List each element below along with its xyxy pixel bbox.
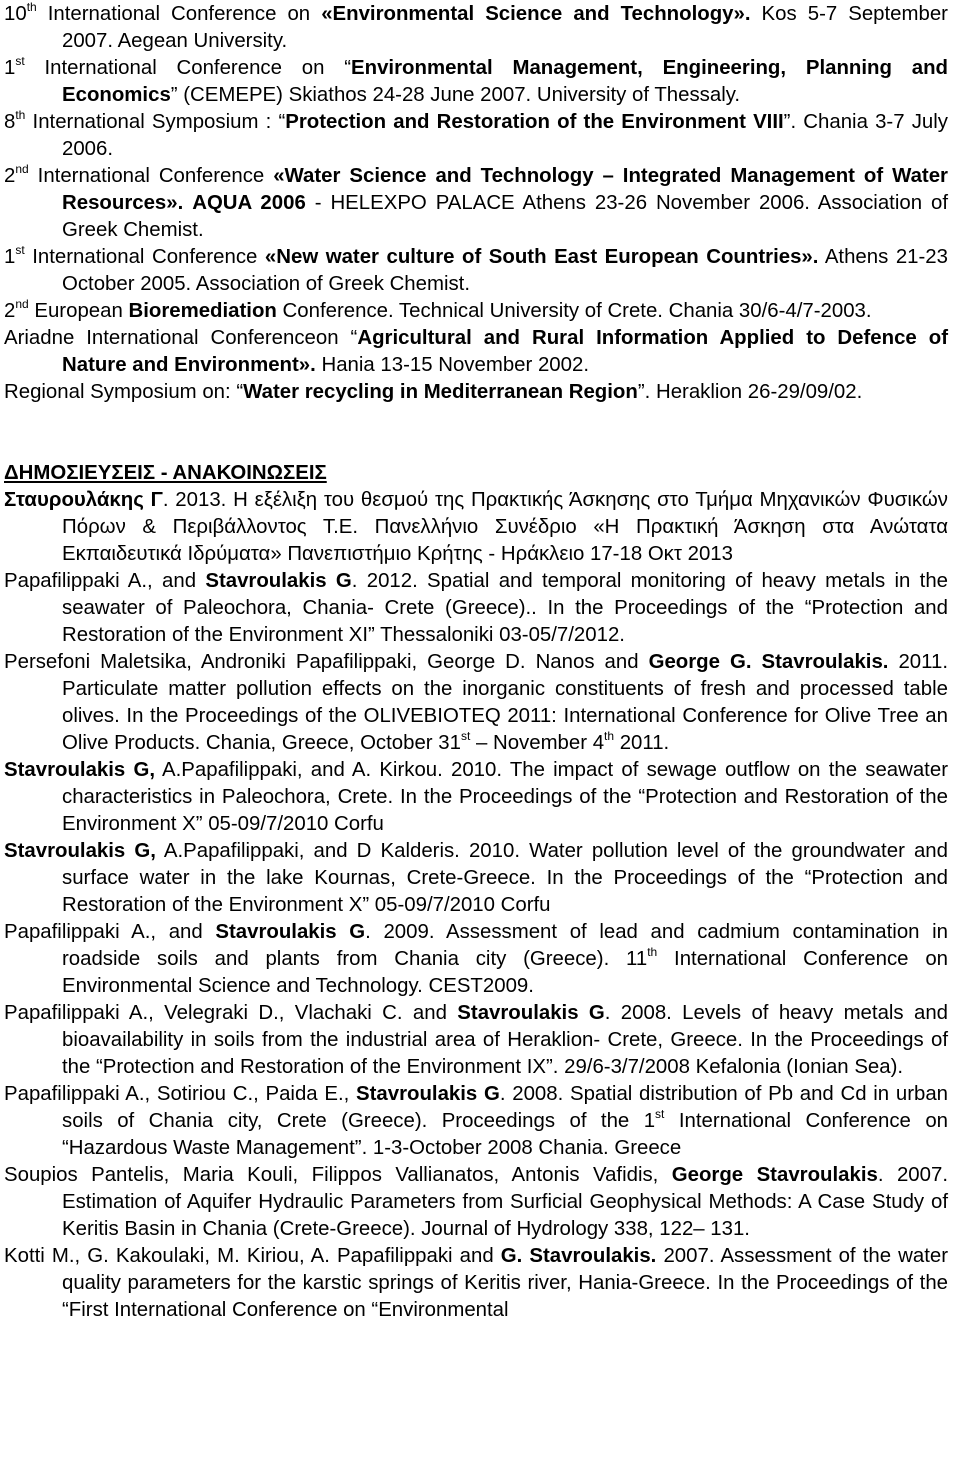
text-run: Regional Symposium on: “ [4, 381, 244, 403]
publications-section [4, 460, 948, 1324]
text-run: Conference. Technical University of Crete. Chania 30/6-4/7-2003. [276, 300, 872, 322]
text-run: . 2007. Estimation of Aquifer Hydraulic Parameters from Surficial Geophysical Methods: A Case Study of Keritis Basin in Chania (Crete-Greece). Journal of Hydrology 338, 122– 131. [62, 1164, 948, 1240]
publication-entry [4, 757, 948, 838]
text-run: European [28, 300, 129, 322]
superscript: st [655, 1107, 665, 1121]
text-run: 1 [4, 57, 16, 79]
text-run: Persefoni Maletsika, Androniki Papafilippaki, George D. Nanos and [4, 651, 649, 673]
bold-text: George Stavroulakis [671, 1164, 878, 1186]
text-run: 2 [4, 165, 16, 187]
bold-text: Protection and Restoration of the Environment VIII [285, 111, 784, 133]
text-run: . 2013. Η εξέλιξη του θεσμού της Πρακτικής Άσκησης στο Τμήμα Μηχανικών Φυσικών Πόρων & Περιβάλλοντος Τ.Ε. Πανελλήνιο Συνέδριο «Η Πρακτική Άσκηση στα Ανώτατα Εκπαιδευτικά Ιδρύματα» Πανεπιστήμιο Κρήτης - Ηράκλειο 17-18 Οκτ 2013 [62, 489, 948, 565]
conference-entry [4, 109, 948, 163]
publication-entry [4, 1000, 948, 1081]
bold-text: George G. Stavroulakis. [648, 651, 889, 673]
text-run [183, 192, 192, 214]
superscript: st [460, 729, 471, 743]
text-run: 2011. [614, 732, 670, 754]
text-run: 2007. Assessment of the water quality parameters for the karstic springs of Keritis river, Hania-Greece. In the Proceedings of the “First International Conference on “Environmental [62, 1245, 948, 1321]
publication-entry [4, 1081, 948, 1162]
superscript: st [15, 243, 25, 257]
bold-text: «New water culture of South East European Countries». [264, 246, 819, 268]
bold-text: Stavroulakis G [457, 1002, 605, 1024]
publication-entry [4, 1243, 948, 1324]
publication-entry [4, 1162, 948, 1243]
text-run: 8 [4, 111, 16, 133]
text-run: . 2009. Assessment of lead and cadmium contamination in roadside soils and plants from Chania city (Greece). 11 [62, 921, 949, 970]
text-run: Kotti M., G. Kakoulaki, M. Kiriou, A. Papafilippaki and [4, 1245, 501, 1267]
bold-text: G. Stavroulakis. [500, 1245, 657, 1267]
conference-entry [4, 163, 948, 244]
bold-text: Agricultural and Rural Information Applied to Defence of Nature and Environment». [62, 327, 948, 376]
publication-list [4, 487, 948, 1324]
bold-text: AQUA 2006 [192, 192, 306, 214]
text-run: International Conference on Environmental Science and Technology. CEST2009. [62, 948, 948, 997]
superscript: th [604, 729, 615, 743]
conference-entry [4, 325, 948, 379]
conference-entry [4, 244, 948, 298]
bold-text: Stavroulakis G, [4, 840, 156, 862]
publication-entry [4, 649, 948, 757]
text-run: International Symposium : “ [25, 111, 286, 133]
superscript: nd [15, 162, 29, 176]
bold-text: Bioremediation [128, 300, 277, 322]
text-run: ”. Heraklion 26-29/09/02. [637, 381, 863, 403]
text-run: Hania 13-15 November 2002. [315, 354, 589, 376]
text-run: Papafilippaki A., and [4, 570, 206, 592]
text-run: Soupios Pantelis, Maria Kouli, Filippos Vallianatos, Antonis Vafidis, [4, 1164, 672, 1186]
text-run: ” (CEMEPE) Skiathos 24-28 June 2007. University of Thessaly. [170, 84, 741, 106]
bold-text: Stavroulakis G [215, 921, 366, 943]
text-run: 2 [4, 300, 16, 322]
document-page [4, 1, 948, 1324]
publication-entry [4, 487, 948, 568]
text-run: A.Papafilippaki, and D Kalderis. 2010. Water pollution level of the groundwater and surface water in the lake Kournas, Crete-Greece. In the Proceedings of the “Protection and Restoration of the Environment X” 05-09/7/2010 Corfu [62, 840, 948, 916]
text-run: – November 4 [470, 732, 605, 754]
publication-entry [4, 838, 948, 919]
text-run: International Conference on [36, 3, 322, 25]
text-run: Papafilippaki A., and [4, 921, 216, 943]
bold-text: Stavroulakis G, [4, 759, 155, 781]
superscript: st [15, 54, 25, 68]
bold-text: Σταυρουλάκης Γ [4, 489, 163, 511]
bold-text: «Water Science and Technology – Integrated Management of Water Resources». [62, 165, 948, 214]
text-run: Papafilippaki A., Sotiriou C., Paida E., [4, 1083, 356, 1105]
text-run: . 2008. Spatial distribution of Pb and Cd in urban soils of Chania city, Crete (Greece). Proceedings of the 1 [62, 1083, 949, 1132]
text-run: Athens 21-23 October 2005. Association of Greek Chemist. [62, 246, 948, 295]
bold-text: «Environmental Science and Technology». [321, 3, 751, 25]
text-run: . 2012. Spatial and temporal monitoring of heavy metals in the seawater of Paleochora, Chania- Crete (Greece).. In the Proceedings of the “Protection and Restoration of the Environment XI” Thessaloniki 03-05/7/2012. [62, 570, 949, 646]
publication-entry [4, 568, 948, 649]
text-run: . 2008. Levels of heavy metals and bioavailability in soils from the industrial area of Heraklion- Crete, Greece. In the Proceedings of the “Protection and Restoration of the Environment IX”. 29/6-3/7/2008 Kefalonia (Ionian Sea). [62, 1002, 948, 1078]
text-run: 2011. Particulate matter pollution effects on the inorganic constituents of fresh and processed table olives. In the Proceedings of the OLIVEBIOTEQ 2011: International Conference for Olive Tree an Olive Products. Chania, Greece, October 31 [62, 651, 948, 754]
text-run: 10 [4, 3, 27, 25]
text-run: Papafilippaki A., Velegraki D., Vlachaki C. and [4, 1002, 458, 1024]
superscript: th [26, 0, 37, 14]
bold-text: Stavroulakis G [205, 570, 352, 592]
superscript: th [15, 108, 26, 122]
superscript: th [647, 945, 658, 959]
section-heading: ΔΗΜΟΣΙΕΥΣΕΙΣ - ΑΝΑΚΟΙΝΩΣΕΙΣ [4, 462, 327, 484]
text-run: ”. Chania 3-7 July 2006. [62, 111, 948, 160]
text-run: International Conference [28, 165, 274, 187]
conference-entry [4, 298, 948, 325]
bold-text: Environmental Management, Engineering, Planning and Economics [62, 57, 949, 106]
conference-entry [4, 55, 948, 109]
text-run: - HELEXPO PALACE Athens 23-26 November 2006. Association of Greek Chemist. [62, 192, 948, 241]
text-run: Kos 5-7 September 2007. Aegean University. [62, 3, 948, 52]
superscript: nd [15, 297, 29, 311]
publication-entry [4, 919, 948, 1000]
conference-entry [4, 379, 948, 406]
conference-list [4, 1, 948, 406]
text-run: 1 [4, 246, 16, 268]
conference-entry [4, 1, 948, 55]
text-run: A.Papafilippaki, and A. Kirkou. 2010. The impact of sewage outflow on the seawater characteristics in Paleochora, Crete. In the Proceedings of the “Protection and Restoration of the Environment X” 05-09/7/2010 Corfu [62, 759, 948, 835]
text-run: International Conference on “ [24, 57, 352, 79]
bold-text: Water recycling in Mediterranean Region [243, 381, 638, 403]
bold-text: Stavroulakis G [356, 1083, 500, 1105]
text-run: International Conference on “Hazardous Waste Management”. 1-3-October 2008 Chania. Greece [62, 1110, 949, 1159]
text-run: International Conference [24, 246, 265, 268]
text-run: Ariadne International Conferenceon “ [4, 327, 358, 349]
